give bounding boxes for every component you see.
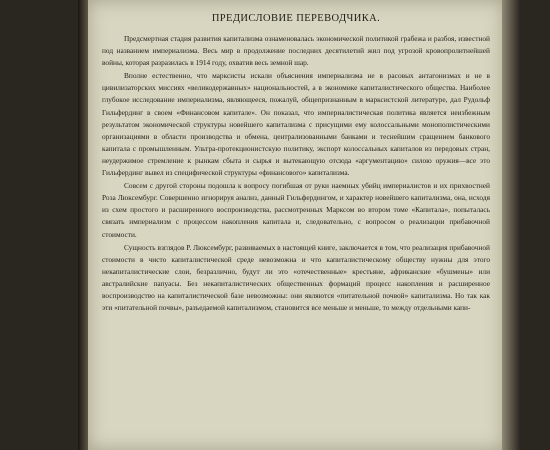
paragraph-4: Сущность взглядов Р. Люксембург, развиваемых в настоящей книге, заключается в том, что реализация прибавочной стоимости в чисто капиталистической среде невозможна и что капиталистическому обществу нужны для этого некапиталистические слои, безразлично, будут ли это «отечественные» крестьяне, африканские «бушмены» или австралийские папуасы. Без некапиталистических общественных формаций процесс накопления и расширенное воспроизводство на капиталистической базе невозможны: они являются «питательной почвой» капитализма. Но так как эти «питательной почвы», разъедаемой капитализмом, становится все меньше и меньше, то между отдельными капи- [102, 242, 490, 313]
page-text-block [102, 12, 490, 314]
paragraph-3: Совсем с другой стороны подошла к вопросу погибшая от руки наемных убийц империалистов и их прихвостней Роза Люксембург. Совершенно игнорируя анализ, данный Гильфердингом, и характер новейшего капитализма, она, исходя из схем простого и расширенного воспроизводства, рассмотренных Марксом во втором томе «Капитала», попыталась связать империализм с процессом накопления капитала и, следовательно, с вопросом о реализации прибавочной стоимости. [102, 181, 490, 239]
book-page [88, 0, 504, 450]
page-title: ПРЕДИСЛОВИЕ ПЕРЕВОДЧИКА. [211, 13, 381, 24]
page-right-edge-shadow [502, 0, 520, 450]
paragraph-2: Вполне естественно, что марксисты искали объяснения империализма не в расовых антагонизмах и не в цивилизаторских миссиях «великодержавных» национальностей, а в экономике капиталистического общества. Наиболее глубокое исследование империализма, являющееся, пожалуй, общепризнанным в марксистской литературе, дал Рудольф Гильфердинг в своем «Финансовом капитале». Он показал, что империалистическая политика является неизбежным результатом экономической структуры новейшего капитализма с присущими ему колоссальными монополистическими организациями в области производства и обмена, централизованными банками и теснейшим сращением банкового капитала с промышленным. Ультра-протекционистскую политику, экспорт колоссальных капиталов из передовых стран, неудержимое стремление к рынкам сбыта и сырья и вытекающую отсюда «аргументацию» силою оружия—все это Гильфердинг вывел из специфической структуры «финансового» капитализма. [102, 71, 490, 178]
paragraph-1: Предсмертная стадия развития капитализма ознаменовалась экономической политикой грабежа и разбоя, известной под названием империализма. Весь мир в продолжение последних десятилетий жил под угрозой кровопролитнейшей войны, которая разразилась в 1914 году, охватив весь земной шар. [102, 34, 490, 68]
